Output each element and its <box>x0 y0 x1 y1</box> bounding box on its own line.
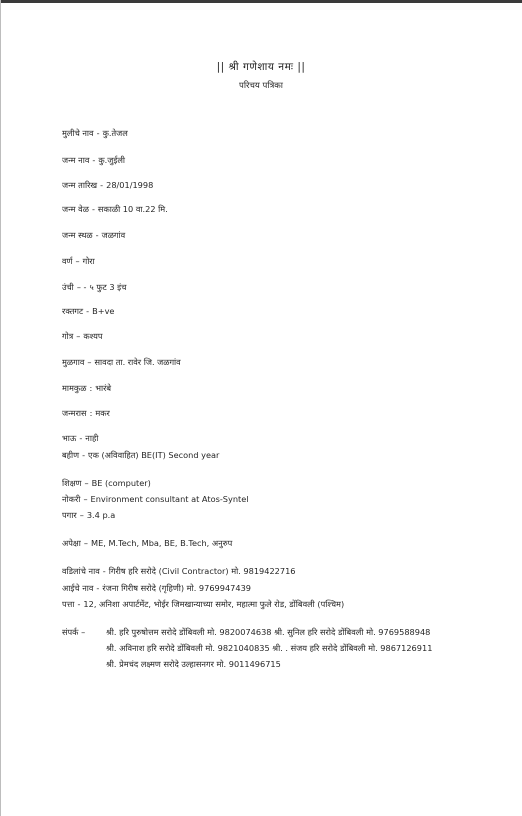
field-separator: - <box>82 450 86 460</box>
field-separator: – <box>83 494 88 504</box>
field-value: 12, अनिशा अपार्टमेंट, भोईर जिमखान्याच्या समोर, महात्मा फुले रोड, डोंबिवली (पश्चिम) <box>83 599 345 609</box>
scan-top-edge <box>0 0 522 3</box>
field-value: BE (computer) <box>91 478 151 488</box>
field-brother <box>62 433 98 443</box>
field-separator: : <box>89 383 93 393</box>
field-height <box>62 282 126 292</box>
field-label: रक्तगट <box>62 306 84 316</box>
field-value: सावदा ता. रावेर जि. जळगांव <box>94 357 181 367</box>
field-label: जन्म वेळ <box>62 204 89 214</box>
field-label: मुलीचे नाव <box>62 128 94 138</box>
field-salary <box>62 510 115 520</box>
field-value: सकाळी 10 वा.22 मि. <box>97 204 168 214</box>
field-value: Environment consultant at Atos-Syntel <box>90 494 249 504</box>
field-label: भाऊ <box>62 433 77 443</box>
field-separator: – <box>75 256 80 266</box>
document-title: परिचय पत्रिका <box>239 81 283 91</box>
field-value: कु.जुईली <box>98 155 126 165</box>
field-separator: - <box>77 599 81 609</box>
field-maternal-family <box>62 383 111 393</box>
field-separator: - <box>100 180 104 190</box>
field-birth-place <box>62 230 125 240</box>
field-value: नाही <box>85 433 99 443</box>
field-father-name <box>62 566 296 576</box>
field-education <box>62 478 151 488</box>
field-label: जन्मरास <box>62 408 87 418</box>
contact-row: श्री. प्रेमचंद लक्ष्मण सरोदे उल्हासनगर मो. 9011496715 <box>106 659 281 669</box>
field-label: पत्ता <box>62 599 75 609</box>
field-separator: - <box>102 566 106 576</box>
field-job <box>62 494 249 504</box>
field-separator: - <box>95 230 99 240</box>
field-value: गिरीष हरि सरोदे (Civil Contractor) मो. 9819422716 <box>108 566 296 576</box>
field-label: नोकरी <box>62 494 81 504</box>
field-label: अपेक्षा <box>62 538 81 548</box>
field-label: मामकुळ <box>62 383 87 393</box>
field-separator: - <box>79 433 83 443</box>
field-native-place <box>62 357 181 367</box>
field-label: आईचे नाव <box>62 583 94 593</box>
invocation-line: || श्री गणेशाय नमः || <box>216 61 306 73</box>
field-separator: – <box>79 510 84 520</box>
field-birth-time <box>62 204 168 214</box>
field-value: एक (अविवाहित) BE(IT) Second year <box>88 450 220 460</box>
field-value: मकर <box>95 408 110 418</box>
field-label: उंची <box>62 282 74 292</box>
field-girl-name <box>62 128 128 138</box>
field-sister <box>62 450 219 460</box>
field-label: जन्म स्थळ <box>62 230 93 240</box>
field-address <box>62 599 344 609</box>
field-value: 3.4 p.a <box>86 510 116 520</box>
field-separator: - <box>91 204 95 214</box>
field-label: बहीण <box>62 450 80 460</box>
field-value: गोरा <box>82 256 95 266</box>
field-separator: – - <box>76 282 87 292</box>
field-mother-name <box>62 583 251 593</box>
field-separator: - <box>96 128 100 138</box>
field-separator: – <box>84 478 89 488</box>
field-value: जळगांव <box>101 230 126 240</box>
field-separator: - <box>86 306 90 316</box>
contact-row: श्री. हरि पुरुषोत्तम सरोदे डोंबिवली मो. 9820074638 श्री. सुनिल हरि सरोदे डोंबिवली मो. 9769588948 <box>106 627 431 637</box>
field-gotra <box>62 331 103 341</box>
field-label: पगार <box>62 510 77 520</box>
field-label: वर्ण <box>62 256 73 266</box>
field-value: B+ve <box>92 306 115 316</box>
field-label: जन्म तारिख <box>62 180 98 190</box>
field-zodiac <box>62 408 110 418</box>
field-label: वडिलांचे नाव <box>62 566 100 576</box>
field-complexion <box>62 256 95 266</box>
field-label: मुळगाव <box>62 357 85 367</box>
field-label: जन्म नाव <box>62 155 90 165</box>
field-expectation <box>62 538 232 548</box>
field-blood-group <box>62 306 114 316</box>
scan-left-edge <box>0 0 1 816</box>
field-value: भारंबे <box>95 383 112 393</box>
field-separator: - <box>96 583 100 593</box>
contact-row: श्री. अविनाश हरि सरोदे डोंबिवली मो. 9821040835 श्री. . संजय हरि सरोदे डोंबिवली मो. 9867126911 <box>106 643 433 653</box>
contacts-label: संपर्क – <box>62 627 86 637</box>
field-birth-date <box>62 180 153 190</box>
field-value: ५ फुट 3 इंच <box>89 282 127 292</box>
field-value: कश्यप <box>83 331 103 341</box>
field-separator: – <box>87 357 92 367</box>
field-label: गोत्र <box>62 331 74 341</box>
field-value: ME, M.Tech, Mba, BE, B.Tech, अनुरुप <box>91 538 233 548</box>
field-value: कु.तेजल <box>102 128 128 138</box>
field-value: 28/01/1998 <box>106 180 154 190</box>
field-label: शिक्षण <box>62 478 82 488</box>
field-birth-name <box>62 155 125 165</box>
field-separator: – <box>76 331 81 341</box>
document-header <box>0 60 522 91</box>
field-separator: – <box>83 538 88 548</box>
field-separator: - <box>92 155 96 165</box>
field-separator: : <box>89 408 93 418</box>
field-value: रंजना गिरीष सरोदे (गृहिणी) मो. 9769947439 <box>102 583 251 593</box>
